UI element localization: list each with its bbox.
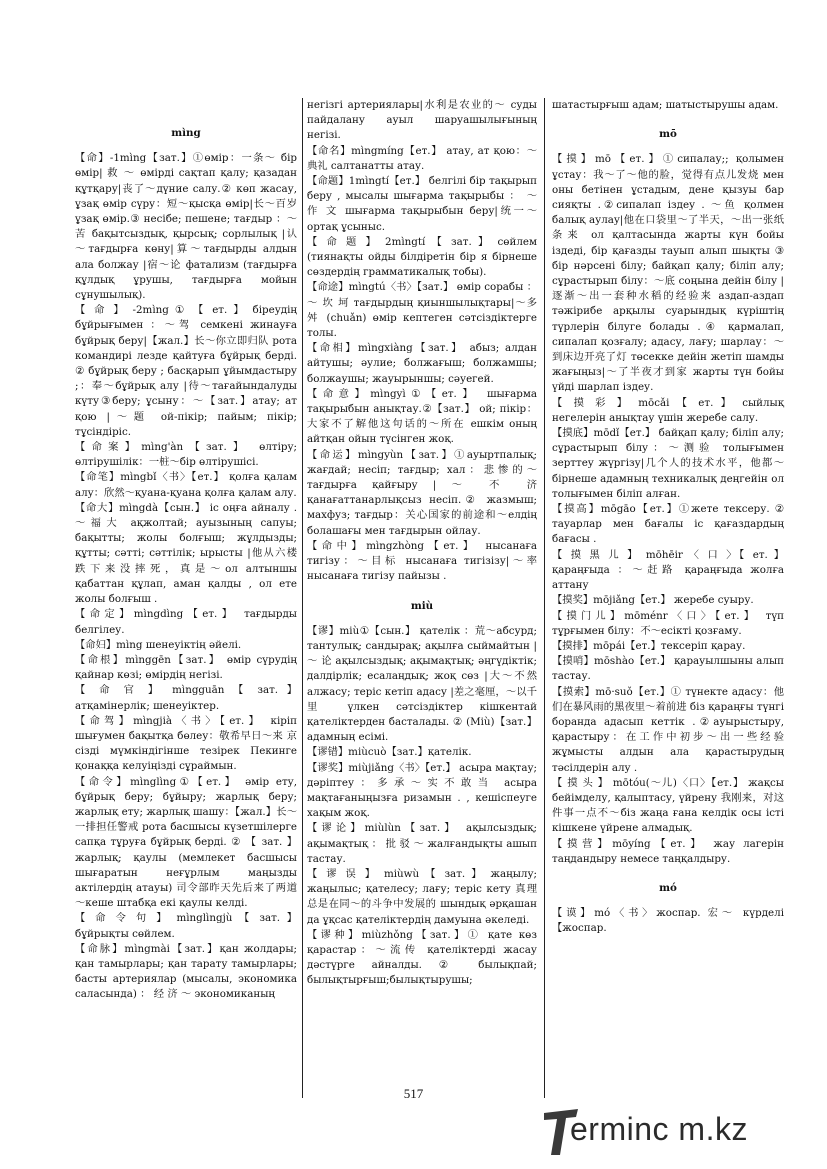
column-1 (75, 98, 297, 1003)
column-2 (307, 98, 537, 989)
dictionary-entry: 【 摸 彩 】 mōcǎi 【 ет. 】 сыйлық негелерін анықтау үшін жеребе салу. (552, 396, 784, 424)
section-heading: miù (410, 599, 434, 612)
dictionary-entry: 【摸哨】mōshào【ет.】 қарауылшыны алып тастау. (552, 655, 784, 683)
dictionary-entry: 【谬奖】miùjiǎng〈书〉【ет.】 асыра мақтау; дәріптеу：多承～实不敢当 асыра мақтағаныңызға ризамын . , кешіспеуге хақым жоқ. (307, 761, 537, 820)
dictionary-entry: 【命意】mìngyì①【ет.】 шығарма тақырыбын анықтау.②【зат.】 ой; пікір：大家不了解他这句话的～所在 ешкім оның айтқан ойын түсінген жоқ. (307, 387, 537, 446)
dictionary-entry: 【谬】miù①【сын.】 қателік ：荒～абсурд; тантулық; сандырақ; ақылға сыймайтын | ～ 论 ақылсыздық; ақымақтық; әңгүдіктік; далдірлік; есалаңдық; жоқ сөз |大～不然 алжасу; теріс кетіп адасу |差之毫厘，～以千里 үлкен сәтсіздіктер кішкентай қателіктерден басталады. ② (Miù)【зат.】адамның есімі. (307, 624, 537, 744)
column-divider-left (302, 98, 303, 1098)
dictionary-entry: 【命笔】mìngbǐ〈书〉【ет.】 қолға қалам алу：欣然～қуана-қуана қолға қалам алу. (75, 471, 297, 499)
dictionary-entry: 【 命 官 】 mìngguān 【 зат. 】 атқамінерлік; шенеуіктер. (75, 684, 297, 712)
dictionary-entry: 【谬种】miùzhǒng【зат.】① қате көз қарастар：～流传 қателіктерді жасау дәстүрге айналды. ② былықпай; былықтырғыш;былықтырушы; (307, 928, 537, 987)
dictionary-entry: 【命中】mìngzhòng【ет.】 нысанаға тигізу：～目标 нысанаға тигізізу|～率 нысанаға тигізу пайызы . (307, 539, 537, 583)
dictionary-entry: 【命根】mìnggēn【зат.】 өмір сүрудің қайнар көзі; өмірдің негізі. (75, 653, 297, 682)
dictionary-entry: 【命名】mìngmíng【ет.】 атау, ат қою：～典礼 салтанатты атау. (307, 144, 537, 172)
section-heading: mō (659, 128, 677, 141)
dictionary-entry: 【 谬 误 】 miùwù 【 зат. 】 жаңылу; жаңылыс; қателесу; лағу; теріс кету 真理总是在同～的斗争中发展的 шындық әрқашан да ұқсас қателіктердің дамуына әкеледі. (307, 867, 537, 926)
dictionary-entry: 【摸高】mōgāo【ет.】①жете тексеру. ② тауарлар мен бағалы іс қағаздардың бағасы . (552, 503, 784, 546)
site-logo[interactable] (542, 1103, 812, 1159)
dictionary-entry: 【谬论】miùlùn【зат.】 ақылсыздық; ақымақтық ： 批 驳 ～ жалғандықты ашып тастау. (307, 822, 537, 865)
dictionary-entry: 【摸奖】mōjiǎng【ет.】 жеребе суыру. (552, 594, 754, 607)
dictionary-entry: 【 摸 黑 儿 】 mōhēir 〈 口 〉【 ет. 】 қараңғыда ：～赶路 қараңғыда жолға аттану (552, 548, 784, 592)
dictionary-entry: 【命定】mìngdìng【ет.】 тағдырды белгілеу. (75, 608, 297, 636)
dictionary-entry: 【命大】mìngdà【сын.】 іс оңға айналу . ～福大 ақжолтай; ауызының сапуы; бақытты; жолы болғыш; жұлдызды; құтты; сәтті; сәттілік; ырысты |他从六楼跌下来没摔死，真是～ол алтыншы қабаттан құлап, аман қалды , ол ете жолы болғыш . (75, 501, 297, 606)
dictionary-entry: 【命】-1mìng【зат.】①өмір：一条～ бір өмір| 救 ～ өмірді сақтап қалу; қазадан құтқару|丧了～дүние салу.② көп жасау, ұзақ өмір сүру：短～қысқа өмір|长～百岁 ұзақ өмір.③ несібе; пешене; тағдыр ：～苦 бақытсыздық, қырсық; сорлылық |认～тағдырға көну|算～тағдырды алдын ала болжау |宿～论 фатализм (тағдырға құлдық ұрушы, тағдырға мойын сұнушылық). (75, 152, 297, 302)
dictionary-entry: 【 命 】 -2mìng ① 【 ет. 】 біреудің бұйрығымен ：～驾 семкені жинауға бұйрық беру|【жал.】长～你立即归队 рота командирі лезде қайтуға бұйрық берді. ② бұйрық беру ; басқарып ұйымдастыру ;：奉～бұйрық алу |待～тағайындалуды күту③беру; ұсыну：～【зат.】атау; ат қою |～题 ой-пікір; пайым; пікір; тұсіндіріс. (75, 304, 297, 438)
dictionary-entry: 【摸底】mōdǐ【ет.】 байқап қалу; біліп алу; сұрастырып білу：～测验 толығымен зерттеу жүргізу|几个人的技术水平，他都～ бірнеше адамның техникалық деңгейін ол толығымен біліп алған. (552, 427, 784, 500)
dictionary-entry: негізгі артериялары|水利是农业的～ суды пайдалану ауыл шаруашылығының негізі. (307, 99, 537, 142)
dictionary-entry: 【 摸 头 】 mōtóu(～儿)〈口〉【ет.】 жақсы бейімделу, қалыптасу, үйрену 我刚来，对这件事一点不～біз жаңа ғана келдік осы істі кішкене үйрене алмадық. (552, 776, 784, 835)
dictionary-entry: 【摸排】mōpái【ет.】тексеріп қарау. (552, 639, 746, 652)
dictionary-entry: 【命脉】mìngmài【зат.】қан жолдары; қан тамырлары; қан тарату тамырлары; басты артериялар (мысалы, экономика саласында) ： 经 济 ～ экономиканың (75, 942, 297, 1001)
logo-text: erminc m.kz (570, 1111, 748, 1147)
dictionary-entry: 【谬错】miùcuò【зат.】қателік. (307, 746, 472, 759)
column-divider-right (544, 98, 545, 1098)
dictionary-entry: 【摸】mō【ет.】①сипалау;; қолымен ұстау：我～了～他的脸，觉得有点儿发烧 мен оны бетінен ұстадым, дене қызуы бар сияқты .②сипалап іздеу . ～鱼 қолмен балық аулау|他在口袋里～了半天，～出一张纸条来 ол қалтасында жарты күн бойы іздеді, бір қағазды тауып алып шықты ③ бір нәрсені білу; байқап қалу; біліп алу; сұрастырып білу：～底 соңына дейін білу |逐渐～出一套种水稻的经验来 аздап-аздап тәжірибе арқылы суарындық күріштің түрлерін білуге болады .④ қармалап, сипалап қозғалу; адасу, лағу; шарлау：～到床边开亮了灯 төсекке дейін жетіп шамды жағыңыз|～了半夜才到家 жарты түн бойы үйді шарлап іздеу. (552, 153, 784, 394)
dictionary-entry: 【命令】mìnglìng①【ет.】 әмір ету, бұйрық беру; бұйыру; жарлық беру; жарлық ету; жарлық шашу：【жал.】长～一排担任警戒 рота басшысы күзетшілерге сапқа тұруға бұйрық берді. ② 【 зат. 】 жарлық; қаулы (мемлекет басшысы шығаратын неғұрлым маңызды актілердің атауы) 司令部昨天先后来了两道～кеше штабқа екі қаулы келді. (75, 775, 297, 910)
dictionary-entry: шатастырғыш адам; шатыстырушы адам. (552, 99, 779, 111)
dictionary-entry: 【命运】mìngyùn【зат.】①ауыртпалық; жағдай; несіп; тағдыр; хал：悲惨的～тағдырға қайғыру | ～ 不 济 қанағаттанарлықсыз несіп.② жазмыш; махфуз; тағдыр：关心国家的前途和～елдің болашағы мен тағдырын ойлау. (307, 448, 537, 537)
dictionary-entry: 【摸门儿】mōménr〈口〉【ет.】 түп тұрғымен білу：不～есікті қозғаму. (552, 609, 784, 637)
dictionary-entry: 【命案】mìng'àn【зат.】 өлтіру; өлтірушілік：一桩～бір өлтірушісі. (75, 441, 297, 469)
column-3 (552, 98, 784, 937)
page-number: 517 (403, 1086, 424, 1101)
dictionary-entry: 【命驾】mìngjià〈书〉【ет.】 кіріп шығумен бақытқа бөлеу：敬希早日～来 京 сізді мүмкіндігінше тезірек Пекинге қонаққа келуіңізді сұраймын. (75, 714, 297, 773)
dictionary-entry: 【谟】mó〈书〉жоспар. 宏～ күрделі 【жоспар. (552, 907, 784, 935)
section-heading: mó (659, 881, 677, 894)
dictionary-entry: 【命相】mìngxiàng【зат.】 абыз; алдан айтушы; әулие; болжағыш; болжамшы; болжаушы; жауырыншы; сәуегей. (307, 342, 537, 385)
dictionary-entry: 【摸营】mōyíng【ет.】 жау лагерін таңдандыру немесе таңқалдыру. (552, 837, 784, 865)
dictionary-entry: 【命妇】mìng шенеуіктің әйелі. (75, 638, 242, 651)
section-heading: mìng (171, 127, 201, 139)
dictionary-entry: 【命题】1mìngtí【ет.】 белгілі бір тақырып беру , мысалы шығарма тақырыбы ： ～ 作 文 шығарма тақырыбын беру|统一～ортақ ұсыныс. (307, 175, 537, 233)
dictionary-entry: 【命途】mìngtú〈书〉【зат.】 өмір сорабы ： ～ 坎 坷 тағдырдың қиыншылықтары|～多舛 (chuǎn) өмір кептеген сәтсіздіктерге толы. (307, 281, 537, 340)
dictionary-entry: 【 命 令 句 】 mìnglìngjù 【 зат. 】 бұйрықты сөйлем. (75, 912, 297, 940)
dictionary-entry: 【 命 题 】 2mìngtí 【 зат. 】 сөйлем (тиянақты ойды білдіретін бір я бірнеше сөздердің грамматикалық тобы). (307, 235, 537, 279)
dictionary-entry: 【摸索】mō·suǒ【ет.】① түнекте адасу：他们在暴风雨的黑夜里～着前进 біз қараңғы түнгі боранда адасып кеттік .②ауырыстыру, қарастыру：在工作中初步～出一些经验 жұмысты алдын ала қарастырудың тәсілдерін алу . (552, 685, 784, 774)
